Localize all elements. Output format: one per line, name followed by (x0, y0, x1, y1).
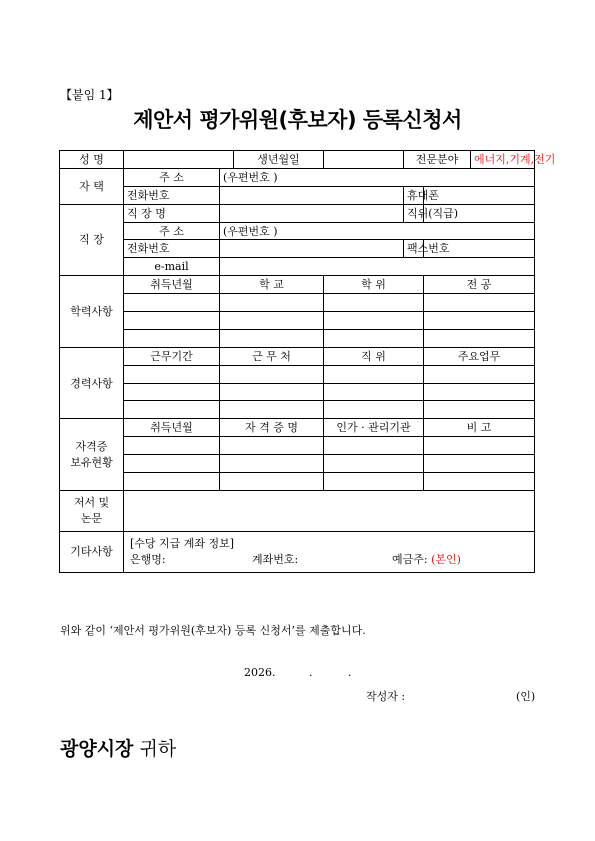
email-row (60, 258, 535, 276)
table-cell[interactable] (324, 383, 424, 401)
table-cell[interactable] (424, 312, 535, 330)
home-address-row (60, 168, 535, 186)
name-input[interactable] (124, 151, 234, 169)
table-cell[interactable] (424, 473, 535, 491)
table-cell[interactable] (220, 329, 324, 347)
table-header: 자 격 증 명 (220, 419, 324, 437)
table-row (60, 329, 535, 347)
table-header: 취득년월 (124, 276, 220, 294)
addressee-name: 광양시장 (60, 738, 134, 760)
work-phone-row (60, 240, 535, 258)
table-cell[interactable] (424, 437, 535, 455)
table-header: 직 위 (324, 347, 424, 365)
addressee-suffix: 귀하 (139, 738, 177, 760)
table-row (60, 312, 535, 330)
table-cell[interactable] (324, 365, 424, 383)
table-cell[interactable] (124, 329, 220, 347)
table-cell[interactable] (424, 365, 535, 383)
seal-label: (인) (516, 690, 536, 703)
table-cell[interactable] (124, 294, 220, 312)
etc-label: 기타사항 (60, 531, 124, 572)
table-cell[interactable] (220, 437, 324, 455)
table-header: 근 무 처 (220, 347, 324, 365)
table-cell[interactable] (424, 455, 535, 473)
home-label: 자 택 (60, 168, 124, 204)
table-cell[interactable] (424, 401, 535, 419)
work-address-input[interactable]: (우편번호 ) (220, 222, 535, 240)
date-year[interactable]: 2026. (244, 666, 276, 679)
cert-header-row (60, 419, 535, 437)
table-cell[interactable] (124, 455, 220, 473)
table-cell[interactable] (424, 294, 535, 312)
field-label: 전문분야 (404, 151, 471, 169)
table-cell[interactable] (424, 329, 535, 347)
table-cell[interactable] (124, 312, 220, 330)
table-header: 취득년월 (124, 419, 220, 437)
work-address-row (60, 222, 535, 240)
account-fields (130, 552, 528, 567)
company-row (60, 204, 535, 222)
home-phone-label: 전화번호 (124, 186, 220, 204)
home-phone-row (60, 186, 535, 204)
account-info (124, 531, 535, 572)
table-row (60, 455, 535, 473)
cert-label-line1: 자격증 (75, 439, 108, 453)
holder-note: (본인) (431, 553, 461, 567)
table-row (60, 365, 535, 383)
table-cell[interactable] (124, 383, 220, 401)
registration-form-table (59, 150, 556, 573)
table-cell[interactable] (324, 294, 424, 312)
mobile-input[interactable] (424, 186, 535, 204)
table-cell[interactable] (124, 401, 220, 419)
name-row (60, 151, 535, 169)
addressee (60, 734, 176, 761)
home-address-label: 주 소 (124, 168, 220, 186)
date-line (244, 666, 352, 679)
cert-label-line2: 보유현황 (70, 455, 113, 469)
table-cell[interactable] (220, 401, 324, 419)
table-cell[interactable] (220, 312, 324, 330)
company-label: 직 장 명 (124, 204, 220, 222)
papers-label (60, 490, 124, 531)
work-phone-label: 전화번호 (124, 240, 220, 258)
table-cell[interactable] (324, 437, 424, 455)
table-row (60, 473, 535, 491)
holder-label: 예금주: (392, 553, 428, 567)
work-phone-input[interactable] (220, 240, 404, 258)
form-title: 제안서 평가위원(후보자) 등록신청서 (133, 108, 462, 132)
table-header: 주요업무 (424, 347, 535, 365)
table-cell[interactable] (324, 455, 424, 473)
table-header: 학 교 (220, 276, 324, 294)
fax-label: 팩스번호 (404, 240, 424, 258)
table-cell[interactable] (124, 437, 220, 455)
account-title: [수당 지급 계좌 정보] (130, 537, 235, 551)
table-cell[interactable] (220, 383, 324, 401)
table-cell[interactable] (220, 294, 324, 312)
table-cell[interactable] (424, 383, 535, 401)
birth-input[interactable] (324, 151, 404, 169)
education-label: 학력사항 (60, 276, 124, 348)
declaration-text: 위와 같이 ‘제안서 평가위원(후보자) 등록 신청서’를 제출합니다. (60, 624, 366, 637)
email-label: e-mail (124, 258, 220, 276)
table-row (60, 437, 535, 455)
table-cell[interactable] (220, 473, 324, 491)
table-cell[interactable] (220, 365, 324, 383)
work-label: 직 장 (60, 204, 124, 276)
table-header: 근무기간 (124, 347, 220, 365)
table-header: 비 고 (424, 419, 535, 437)
home-phone-input[interactable] (220, 186, 404, 204)
name-label: 성 명 (60, 151, 124, 169)
etc-row (60, 531, 535, 572)
date-month[interactable]: . (309, 666, 313, 679)
papers-label-line2: 논문 (80, 511, 103, 525)
table-header: 학 위 (324, 276, 424, 294)
papers-input[interactable] (124, 490, 535, 531)
papers-label-line1: 저서 및 (73, 495, 110, 509)
position-label: 직위(직급) (404, 204, 424, 222)
date-day[interactable]: . (348, 666, 352, 679)
birth-label: 생년월일 (234, 151, 324, 169)
email-input[interactable] (220, 258, 535, 276)
table-cell[interactable] (324, 312, 424, 330)
table-header: 전 공 (424, 276, 535, 294)
table-row (60, 294, 535, 312)
career-label: 경력사항 (60, 347, 124, 419)
table-cell[interactable] (324, 401, 424, 419)
account-number-label[interactable]: 계좌번호: (252, 553, 299, 567)
table-row (60, 401, 535, 419)
table-cell[interactable] (220, 455, 324, 473)
table-cell[interactable] (124, 473, 220, 491)
papers-row (60, 490, 535, 531)
table-row (60, 383, 535, 401)
field-hint[interactable]: 에너지,기계,전기 (471, 151, 535, 169)
writer-label[interactable]: 작성자 : (366, 690, 406, 703)
mobile-label: 휴대폰 (404, 186, 424, 204)
attachment-label: 【붙임 1】 (60, 88, 119, 102)
cert-label (60, 419, 124, 491)
table-cell[interactable] (324, 473, 424, 491)
holder-field[interactable] (392, 552, 461, 568)
career-header-row (60, 347, 535, 365)
education-header-row (60, 276, 535, 294)
table-cell[interactable] (124, 365, 220, 383)
company-input[interactable] (220, 204, 404, 222)
table-header: 인가 · 관리기관 (324, 419, 424, 437)
table-cell[interactable] (324, 329, 424, 347)
home-address-input[interactable]: (우편번호 ) (220, 168, 535, 186)
work-address-label: 주 소 (124, 222, 220, 240)
bank-label[interactable]: 은행명: (130, 553, 166, 567)
